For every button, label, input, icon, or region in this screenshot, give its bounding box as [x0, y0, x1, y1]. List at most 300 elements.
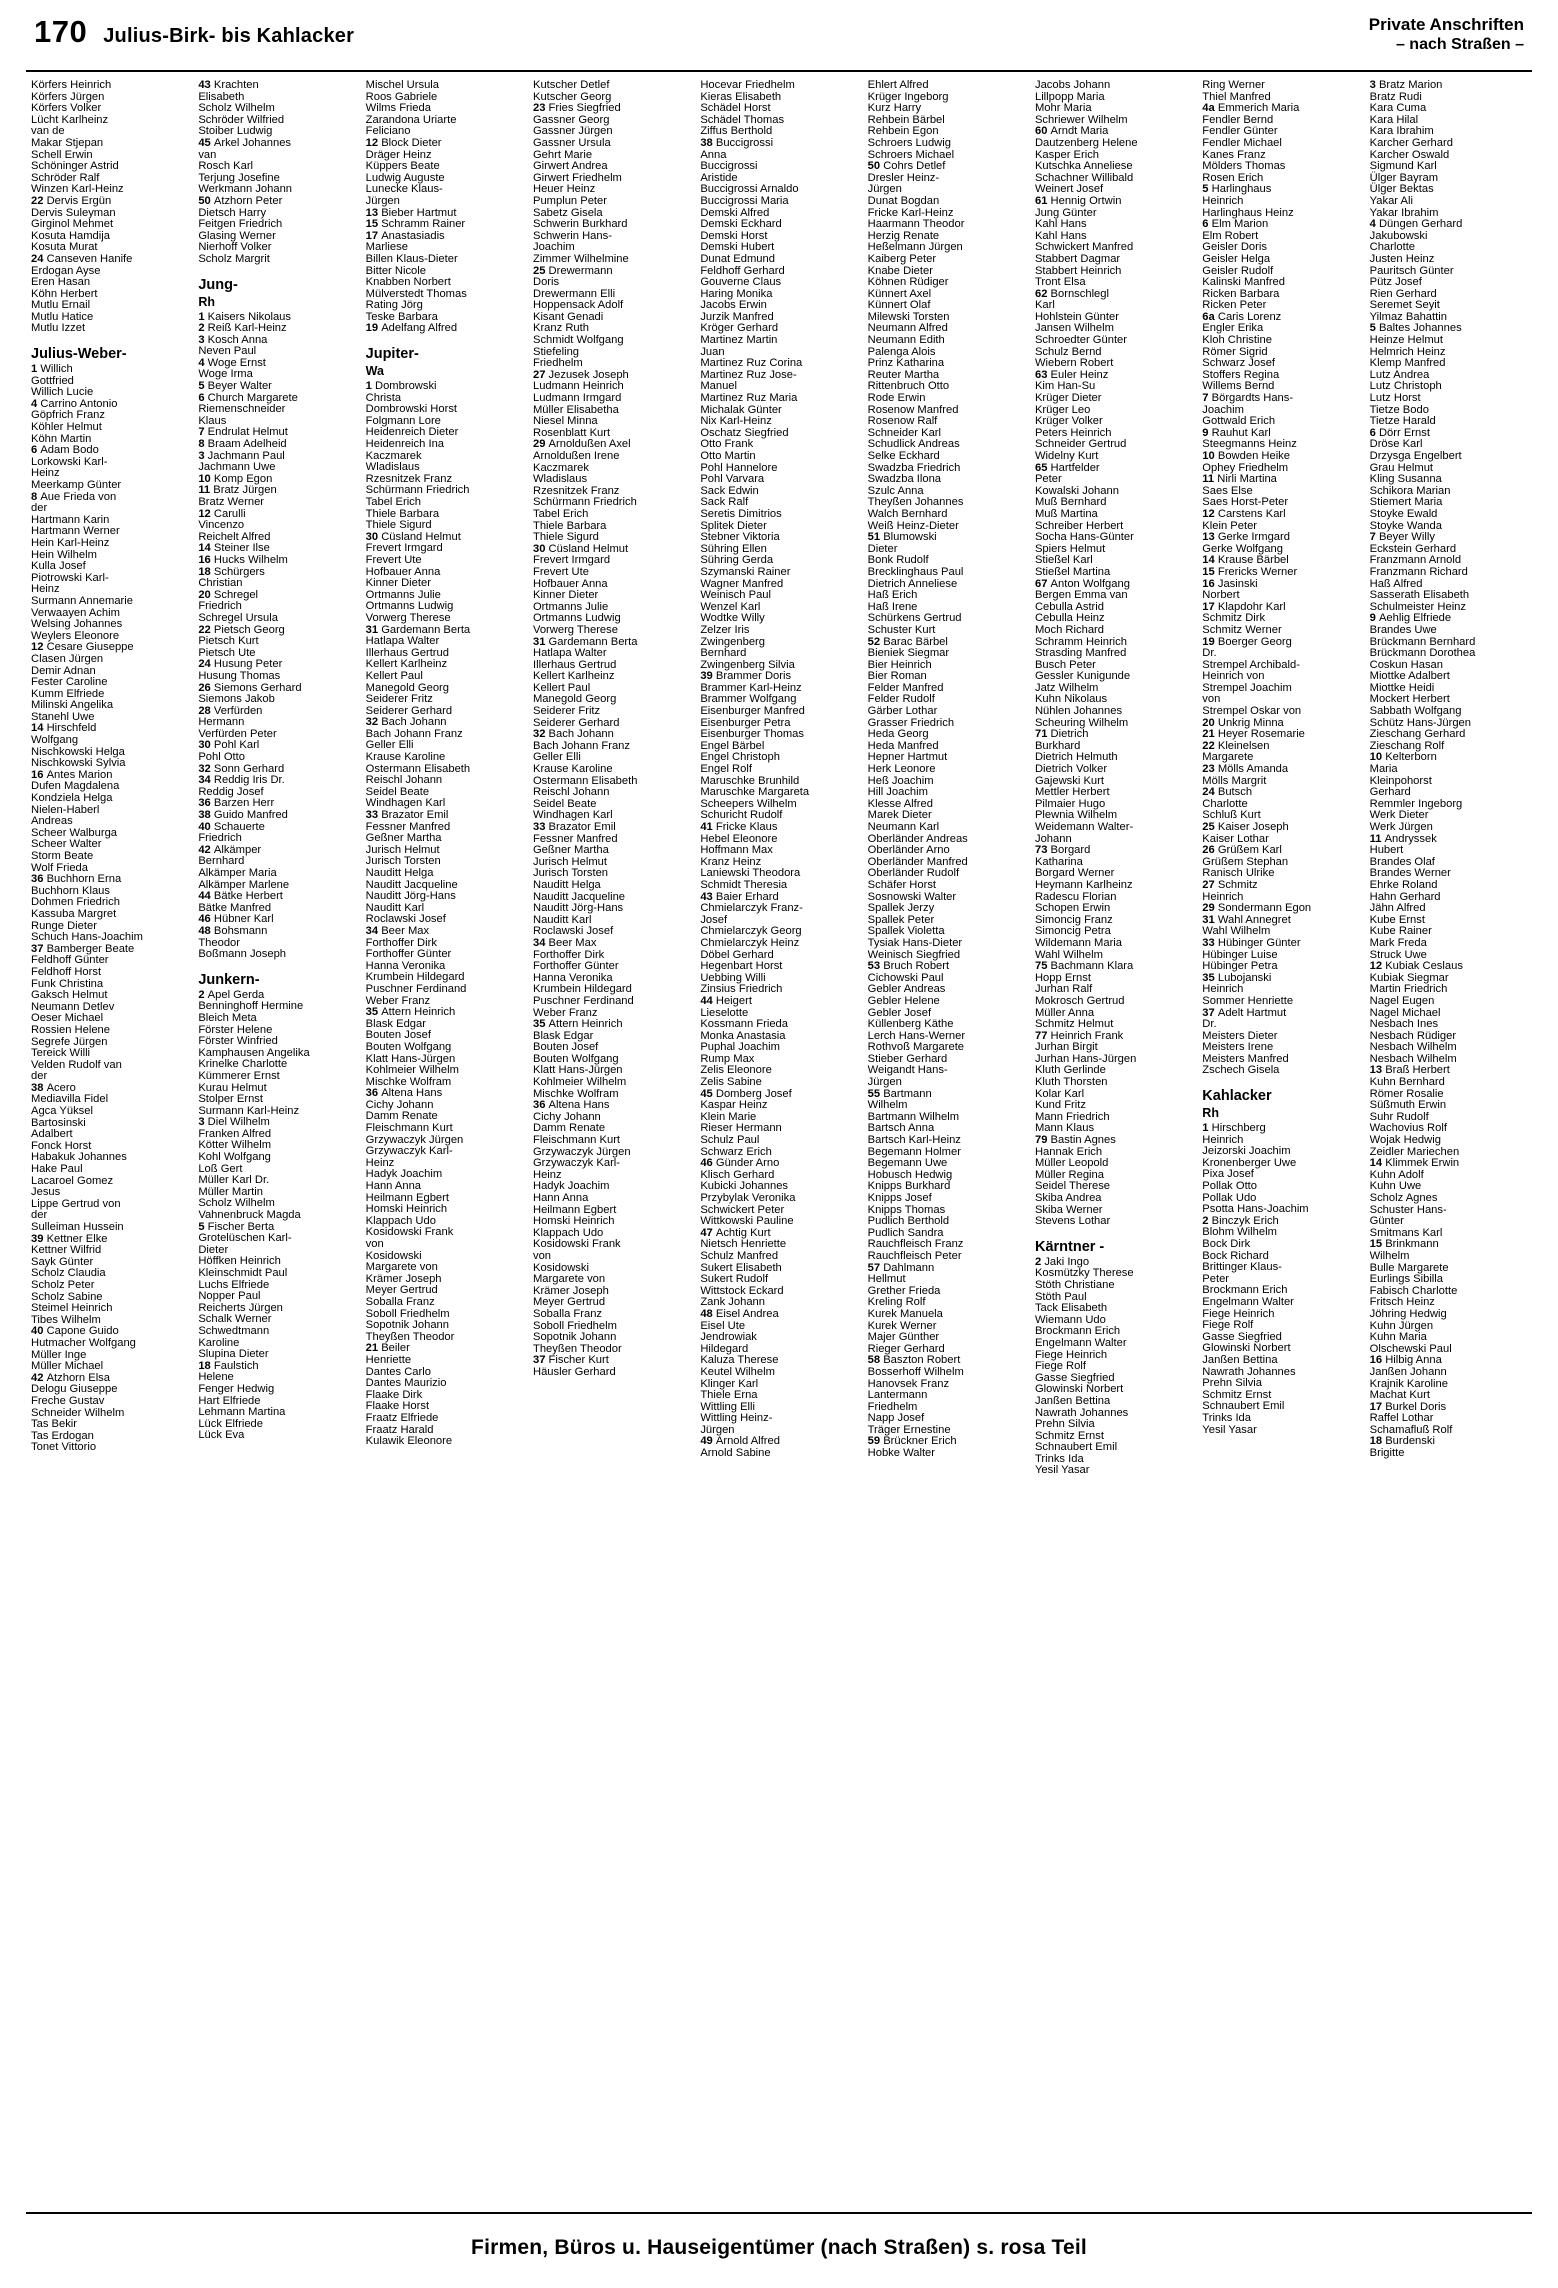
directory-entry: Haß Irene	[867, 600, 918, 613]
directory-entry: Hoffmann Max	[700, 844, 773, 857]
directory-entry: 61 Hennig Ortwin	[1034, 194, 1122, 207]
directory-entry: Mann Klaus	[1034, 1122, 1095, 1135]
directory-entry: Tietze Bodo	[1369, 403, 1429, 416]
directory-entry: Jurisch Helmut	[532, 855, 607, 868]
directory-entry: Cebulla Heinz	[1034, 612, 1105, 625]
directory-entry: Friedrich	[198, 600, 242, 613]
directory-entry: Hannak Erich	[1034, 1145, 1103, 1158]
directory-entry: Pietsch Ute	[198, 646, 256, 659]
house-number: 24	[198, 658, 214, 671]
directory-entry: Heinz	[532, 1168, 562, 1181]
directory-entry: Nauditt Karl	[532, 913, 592, 926]
house-number: 38	[700, 136, 716, 149]
house-number: 23	[1202, 763, 1218, 776]
directory-column	[361, 80, 528, 2192]
directory-entry: Schädel Horst	[700, 102, 771, 115]
directory-entry: Lillpopp Maria	[1034, 90, 1105, 103]
directory-entry: Schulz Paul	[700, 1134, 760, 1147]
directory-entry: Heß Joachim	[867, 774, 934, 787]
directory-entry: Skiba Werner	[1034, 1203, 1103, 1216]
directory-entry: Krüger Dieter	[1034, 392, 1102, 405]
directory-entry: Martinez Martin	[700, 334, 778, 347]
directory-entry: Höffken Heinrich	[198, 1255, 281, 1268]
directory-entry: Kellert Paul	[532, 681, 591, 694]
directory-entry: Spiers Helmut	[1034, 542, 1106, 555]
directory-entry: Demski Eckhard	[700, 218, 782, 231]
directory-entry: Fiege Rolf	[1202, 1319, 1254, 1332]
directory-entry: Müller Elisabetha	[532, 403, 619, 416]
directory-entry: Fleischmann Kurt	[532, 1134, 621, 1147]
directory-entry: Sopotnik Johann	[365, 1319, 450, 1332]
directory-entry: Kröger Gerhard	[700, 322, 779, 335]
directory-entry: Jöhring Hedwig	[1369, 1307, 1447, 1320]
directory-entry: 12 Cesare Giuseppe	[31, 641, 134, 654]
directory-entry: Ludmann Heinrich	[532, 380, 624, 393]
directory-entry: Pohl Hannelore	[700, 461, 778, 474]
directory-entry: Hanna Veronika	[365, 959, 446, 972]
directory-entry: Karcher Gerhard	[1369, 136, 1453, 149]
directory-entry: Stöth Paul	[1034, 1290, 1087, 1303]
directory-entry: 40 Capone Guido	[31, 1325, 119, 1338]
directory-entry: Schuricht Rudolf	[700, 809, 783, 822]
directory-entry: Weiß Heinz-Dieter	[867, 519, 959, 532]
directory-entry: Schnaubert Emil	[1034, 1441, 1118, 1454]
directory-entry: Otto Frank	[700, 438, 754, 451]
directory-entry: 62 Bornschlegl	[1034, 287, 1109, 300]
directory-entry: Henriette	[365, 1353, 412, 1366]
directory-entry: Katharina	[1034, 855, 1083, 868]
directory-entry: Heinz	[31, 583, 60, 596]
directory-entry: Windhagen Karl	[365, 797, 446, 810]
directory-entry: Kreling Rolf	[867, 1296, 926, 1309]
directory-entry: 31 Wahl Annegret	[1202, 913, 1291, 926]
directory-entry: Nawrath Johannes	[1202, 1365, 1296, 1378]
directory-entry: Prehn Silvia	[1034, 1418, 1095, 1431]
directory-entry: Kara Ibrahim	[1369, 125, 1434, 138]
directory-entry: 3 Jachmann Paul	[198, 449, 285, 462]
directory-entry: Verfürden Peter	[198, 727, 277, 740]
directory-entry: Yakar Ibrahim	[1369, 206, 1439, 219]
directory-entry: Kuhn Jürgen	[1369, 1319, 1434, 1332]
directory-entry: Mediavilla Fidel	[31, 1093, 109, 1106]
footer-note: Firmen, Büros u. Hauseigentümer (nach Straßen) s. rosa Teil	[471, 2236, 1087, 2259]
district-abbreviation: Rh	[1202, 1106, 1219, 1121]
directory-entry: Förster Helene	[198, 1023, 273, 1036]
directory-entry: Bernhard	[198, 855, 245, 868]
directory-entry: Müller Anna	[1034, 1006, 1095, 1019]
street-heading: Julius-Weber-	[31, 346, 127, 363]
directory-entry: Scholz Margrit	[198, 252, 270, 265]
directory-entry: Begemann Holmer	[867, 1145, 961, 1158]
directory-entry: Olschewski Paul	[1369, 1342, 1452, 1355]
directory-entry: 23 Fries Siegfried	[532, 102, 621, 115]
directory-entry: Meisters Manfred	[1202, 1052, 1289, 1065]
page-number: 170	[34, 14, 88, 49]
house-number: 67	[1034, 577, 1051, 590]
directory-entry: Heßelmann Jürgen	[867, 241, 963, 254]
directory-entry: 7 Beyer Willy	[1369, 531, 1435, 544]
directory-entry: Josef	[700, 913, 728, 926]
house-number: 12	[1369, 960, 1386, 973]
directory-entry: Heinz	[365, 1156, 395, 1169]
house-number: 4a	[1202, 102, 1218, 115]
house-number: 15	[365, 218, 382, 231]
directory-entry: Fenger Hedwig	[198, 1382, 275, 1395]
directory-entry: Zwingenberg Silvia	[700, 658, 795, 671]
house-number: 9	[1369, 612, 1379, 625]
directory-entry: Grzywaczyk Jürgen	[532, 1145, 631, 1158]
directory-entry: Jatz Wilhelm	[1034, 681, 1099, 694]
directory-entry: 30 Cüsland Helmut	[365, 530, 461, 543]
directory-entry: Hohlstein Günter	[1034, 310, 1119, 323]
directory-entry: Fendler Michael	[1202, 136, 1282, 149]
directory-entry: Simoncig Petra	[1034, 925, 1111, 938]
directory-entry: Fabisch Charlotte	[1369, 1284, 1458, 1297]
house-number: 61	[1034, 194, 1051, 207]
house-number: 41	[700, 821, 716, 833]
directory-entry: Neumann Karl	[867, 821, 940, 833]
directory-entry: Rosen Erich	[1202, 171, 1264, 184]
directory-entry: Clasen Jürgen	[31, 652, 104, 665]
house-number: 65	[1034, 461, 1051, 474]
directory-entry: Hepner Hartmut	[867, 751, 948, 764]
directory-entry: Janßen Bettina	[1202, 1353, 1278, 1366]
house-number: 11	[1369, 832, 1385, 845]
directory-entry: Brückmann Bernhard	[1369, 635, 1476, 648]
directory-entry: Engel Christoph	[700, 751, 780, 764]
directory-entry: Windhagen Karl	[532, 809, 613, 822]
directory-entry: Lück Eva	[198, 1429, 245, 1442]
directory-entry: 24 Husung Peter	[198, 658, 283, 671]
directory-entry: Nierhoff Volker	[198, 241, 272, 254]
directory-entry: Jurzik Manfred	[700, 310, 774, 323]
directory-entry: Kuhn Uwe	[1369, 1180, 1422, 1193]
house-number: 48	[198, 924, 214, 937]
directory-entry: 36 Altena Hans	[365, 1087, 443, 1100]
directory-entry: Glowinski Norbert	[1034, 1383, 1124, 1396]
house-number: 15	[1369, 1238, 1386, 1251]
directory-entry: Kaluza Therese	[700, 1354, 779, 1367]
directory-entry: Chmielarczyk Georg	[700, 925, 802, 938]
directory-entry: Homski Heinrich	[532, 1215, 615, 1228]
directory-entry: Norbert	[1202, 589, 1240, 602]
house-number: 2	[1034, 1255, 1045, 1268]
directory-entry: Rien Gerhard	[1369, 287, 1437, 300]
directory-entry: Kanes Franz	[1202, 148, 1266, 161]
directory-entry: 17 Anastasiadis	[365, 229, 445, 242]
directory-entry: Radescu Florian	[1034, 890, 1117, 903]
directory-entry: Sayk Günter	[31, 1255, 94, 1268]
directory-entry: Schmitz Werner	[1202, 623, 1282, 636]
directory-entry: Bitter Nicole	[365, 264, 426, 277]
directory-entry: Thiele Sigurd	[532, 531, 599, 544]
directory-entry: Süßmuth Erwin	[1369, 1099, 1447, 1112]
directory-entry: Moch Richard	[1034, 623, 1104, 636]
directory-entry: Heymann Karlheinz	[1034, 878, 1133, 891]
directory-entry: Stiemert Maria	[1369, 496, 1443, 509]
directory-entry: Grau Helmut	[1369, 461, 1434, 474]
directory-entry: Brittinger Klaus-	[1202, 1261, 1282, 1274]
house-number: 25	[532, 264, 549, 277]
directory-entry: Helmrich Heinz	[1369, 345, 1446, 358]
directory-entry: Vahnenbruck Magda	[198, 1209, 301, 1222]
directory-entry: Skiba Andrea	[1034, 1192, 1102, 1204]
directory-entry: Müller Regina	[1034, 1168, 1104, 1181]
directory-entry: Andreas	[31, 815, 73, 828]
directory-column	[863, 80, 1030, 2192]
directory-entry: Fiege Rolf	[1034, 1360, 1086, 1373]
directory-entry: Delogu Giuseppe	[31, 1383, 118, 1396]
directory-entry: Jacobs Erwin	[700, 299, 767, 312]
directory-entry: Feldhoff Gerhard	[700, 264, 785, 277]
directory-entry: Schwickert Manfred	[1034, 241, 1134, 254]
header-section-title: Private Anschriften	[1368, 15, 1524, 34]
directory-entry: Nesbach Rüdiger	[1369, 1029, 1457, 1042]
directory-entry: Franzmann Richard	[1369, 565, 1468, 578]
directory-entry: Frevert Ute	[532, 565, 589, 578]
directory-entry: 45 Arkel Johannes	[198, 136, 292, 149]
house-number: 52	[867, 635, 884, 648]
directory-entry: Scholz Agnes	[1369, 1192, 1438, 1204]
directory-column	[695, 80, 862, 2192]
directory-entry: Krüger Ingeborg	[867, 90, 949, 103]
directory-entry: Brandes Olaf	[1369, 855, 1435, 868]
directory-entry: Mann Friedrich	[1034, 1110, 1110, 1123]
street-heading: Jung-	[198, 276, 238, 293]
directory-column	[1030, 80, 1197, 2192]
directory-entry: Karoline	[198, 1336, 240, 1349]
directory-entry: Schamafluß Rolf	[1369, 1423, 1453, 1436]
directory-entry: Lorkowski Karl-	[31, 455, 108, 468]
house-number: 45	[198, 136, 214, 149]
directory-entry: Schürmann Friedrich	[532, 496, 637, 509]
directory-entry: Dautzenberg Helene	[1034, 136, 1138, 149]
directory-entry: Brandes Werner	[1369, 867, 1451, 880]
house-number: 19	[365, 322, 382, 335]
directory-entry: Glasing Werner	[198, 229, 276, 242]
directory-entry: 15 Brinkmann	[1369, 1238, 1439, 1251]
directory-entry: Piotrowski Karl-	[31, 571, 109, 584]
directory-entry: 2 Jaki Ingo	[1034, 1255, 1090, 1268]
directory-entry: Majer Günther	[867, 1331, 940, 1344]
directory-entry: Dietrich Anneliese	[867, 577, 958, 590]
directory-entry: Seiderer Gerhard	[532, 716, 620, 729]
directory-entry: Soballa Franz	[532, 1307, 603, 1320]
directory-entry: Nopper Paul	[198, 1290, 261, 1303]
directory-entry: Müller Karl Dr.	[198, 1174, 270, 1187]
directory-entry: Jürgen	[867, 183, 902, 196]
directory-entry: Oberländer Manfred	[867, 855, 968, 868]
directory-entry: Ehlert Alfred	[867, 80, 929, 91]
directory-entry: 7 Börgardts Hans-	[1202, 392, 1294, 405]
house-number: 40	[31, 1325, 47, 1338]
directory-entry: Mülverstedt Thomas	[365, 287, 467, 300]
directory-entry: Eisenburger Manfred	[700, 705, 805, 718]
directory-entry: Scheuring Wilhelm	[1034, 716, 1129, 729]
house-number: 43	[700, 890, 716, 903]
house-number: 24	[31, 252, 47, 265]
directory-entry: Klemp Manfred	[1369, 357, 1446, 370]
directory-entry: Bätke Manfred	[198, 901, 272, 914]
directory-entry: Jähn Alfred	[1369, 902, 1426, 915]
directory-entry: Terjung Josefine	[198, 171, 280, 184]
directory-entry: Soboll Friedhelm	[365, 1307, 450, 1320]
directory-entry: Kosmützky Therese	[1034, 1267, 1134, 1280]
directory-entry: 4 Düngen Gerhard	[1369, 218, 1463, 231]
directory-entry: 1 Dombrowski	[365, 380, 437, 393]
directory-entry: Pixa Josef	[1202, 1168, 1254, 1181]
directory-entry: 15 Schramm Rainer	[365, 218, 466, 231]
house-number: 10	[1369, 751, 1386, 764]
directory-entry: Yakar Ali	[1369, 194, 1413, 207]
directory-entry: Chmielarczyk Heinz	[700, 936, 800, 949]
directory-entry: Gerke Wolfgang	[1202, 542, 1283, 555]
directory-entry: Geller Elli	[532, 751, 581, 764]
directory-entry: Dufen Magdalena	[31, 780, 120, 793]
directory-entry: 22 Dervis Ergün	[31, 194, 112, 207]
directory-entry: Oberländer Rudolf	[867, 867, 960, 880]
directory-entry: Stanehl Uwe	[31, 710, 95, 723]
directory-entry: Pumplun Peter	[532, 194, 607, 207]
directory-entry: Wachovius Rolf	[1369, 1122, 1447, 1135]
directory-entry: Krause Karoline	[532, 763, 613, 776]
directory-entry: Nesbach Wilhelm	[1369, 1052, 1457, 1065]
directory-entry: 65 Hartfelder	[1034, 461, 1100, 474]
directory-entry: Strasding Manfred	[1034, 647, 1127, 660]
directory-entry: 1 Kaisers Nikolaus	[198, 310, 291, 323]
directory-entry: Rieger Gerhard	[867, 1342, 945, 1355]
directory-entry: Neumann Edith	[867, 334, 945, 347]
directory-entry: Zieschang Gerhard	[1369, 728, 1466, 741]
directory-entry: Heinrich	[1202, 194, 1244, 207]
directory-entry: Tas Erdogan	[31, 1429, 94, 1442]
directory-entry: Ophey Friedhelm	[1202, 461, 1289, 474]
directory-entry: Klatt Hans-Jürgen	[532, 1064, 623, 1077]
directory-entry: Reichelt Alfred	[198, 530, 271, 543]
directory-entry: Przybylak Veronika	[700, 1192, 796, 1204]
directory-entry: Kara Hilal	[1369, 113, 1419, 126]
directory-entry: Köhn Martin	[31, 432, 92, 445]
directory-entry: Demski Hubert	[700, 241, 775, 254]
house-number: 73	[1034, 844, 1051, 857]
directory-entry: Ziffus Berthold	[700, 125, 773, 138]
directory-entry: 34 Beer Max	[365, 924, 430, 937]
directory-entry: Jachmann Uwe	[198, 461, 276, 474]
directory-entry: Nischkowski Helga	[31, 745, 125, 758]
directory-entry: Gebler Helene	[867, 994, 940, 1007]
directory-entry: Wolf Frieda	[31, 861, 88, 874]
house-number: 6	[1369, 426, 1379, 439]
directory-entry: Thiele Erna	[700, 1389, 758, 1402]
directory-entry: 2 Apel Gerda	[198, 988, 265, 1001]
directory-entry: Widelny Kurt	[1034, 450, 1099, 462]
directory-entry: Kloh Christine	[1202, 334, 1272, 347]
directory-entry: Schulmeister Heinz	[1369, 600, 1466, 613]
directory-entry: Lerch Hans-Werner	[867, 1029, 966, 1042]
directory-entry: Homski Heinrich	[365, 1203, 448, 1216]
directory-entry: Schwarz Josef	[1202, 357, 1276, 370]
directory-entry: Martin Friedrich	[1369, 983, 1448, 996]
house-number: 28	[198, 704, 214, 717]
directory-entry: Zschech Gisela	[1202, 1064, 1280, 1077]
directory-entry: Dombrowski Horst	[365, 403, 458, 416]
directory-entry: Woge Irma	[198, 368, 253, 381]
directory-entry: 11 Nirli Martina	[1202, 473, 1277, 486]
directory-entry: Peter	[1202, 1272, 1230, 1285]
directory-entry: Oeser Michael	[31, 1012, 104, 1025]
directory-entry: Joachim	[1202, 403, 1244, 416]
directory-entry: Rump Max	[700, 1052, 755, 1065]
house-number: 7	[198, 426, 208, 439]
directory-entry: Blask Edgar	[365, 1017, 426, 1030]
directory-entry: 9 Aehlig Elfriede	[1369, 612, 1452, 625]
directory-entry: Kondziela Helga	[31, 792, 113, 805]
directory-entry: Kling Susanna	[1369, 473, 1442, 486]
directory-entry: Felder Rudolf	[867, 693, 935, 706]
directory-entry: Weinisch Siegfried	[867, 948, 961, 961]
directory-entry: 58 Baszton Robert	[867, 1354, 961, 1367]
directory-entry: Schramm Heinrich	[1034, 635, 1127, 648]
directory-entry: Bier Heinrich	[867, 658, 932, 671]
directory-entry: Schröder Ralf	[31, 171, 100, 184]
directory-entry: 46 Hübner Karl	[198, 913, 274, 926]
directory-entry: 19 Boerger Georg	[1202, 635, 1292, 648]
directory-entry: Charlotte	[1202, 797, 1248, 810]
directory-entry: Chmielarczyk Franz-	[700, 902, 803, 915]
directory-entry: Tas Bekir	[31, 1418, 78, 1431]
directory-entry: Franzmann Arnold	[1369, 554, 1462, 567]
directory-entry: Elm Robert	[1202, 229, 1259, 242]
directory-entry: Stöth Christiane	[1034, 1278, 1115, 1291]
directory-entry: 10 Bowden Heike	[1202, 450, 1290, 462]
directory-entry: Jurhan Ralf	[1034, 983, 1093, 996]
directory-entry: Köhn Herbert	[31, 287, 98, 300]
directory-entry: Weber Franz	[365, 994, 431, 1007]
directory-entry: Rzesnitzek Franz	[365, 472, 453, 485]
directory-entry: Yilmaz Bahattin	[1369, 310, 1447, 323]
directory-entry: Köhnen Rüdiger	[867, 276, 949, 289]
directory-entry: Weinisch Paul	[700, 589, 771, 602]
directory-entry: Bouten Wolfgang	[365, 1040, 452, 1053]
directory-entry: Flaake Horst	[365, 1400, 430, 1413]
directory-entry: 6 Dörr Ernst	[1369, 426, 1430, 439]
directory-entry: Saes Else	[1202, 484, 1253, 497]
directory-entry: Fester Caroline	[31, 676, 108, 689]
directory-entry: Flaake Dirk	[365, 1388, 423, 1401]
directory-entry: Kinner Dieter	[532, 589, 599, 602]
directory-entry: Muß Martina	[1034, 507, 1098, 520]
directory-entry: Herzig Renate	[867, 229, 940, 242]
directory-entry: Küllenberg Käthe	[867, 1018, 954, 1031]
directory-entry: Prinz Katharina	[867, 357, 945, 370]
directory-entry: 3 Diel Wilhelm	[198, 1116, 270, 1129]
directory-entry: Wahl Wilhelm	[1034, 948, 1103, 961]
directory-entry: Coskun Hasan	[1369, 658, 1444, 671]
directory-entry: Glowinski Norbert	[1202, 1342, 1291, 1355]
directory-entry: Scheer Walter	[31, 838, 102, 851]
directory-entry: 13 Bieber Hartmut	[365, 206, 457, 219]
directory-entry: Soboll Friedhelm	[532, 1319, 617, 1332]
house-number: 35	[1202, 971, 1218, 984]
directory-entry: 28 Verfürden	[198, 704, 263, 717]
directory-entry: Kranz Ruth	[532, 322, 589, 335]
directory-entry: Nix Karl-Heinz	[700, 415, 772, 428]
directory-entry: Bier Roman	[867, 670, 927, 683]
directory-entry: Knipps Burkhard	[867, 1180, 951, 1193]
directory-entry: 5 Beyer Walter	[198, 380, 272, 393]
directory-entry: Stabbert Dagmar	[1034, 252, 1121, 265]
directory-entry: Scholz Sabine	[31, 1290, 103, 1303]
